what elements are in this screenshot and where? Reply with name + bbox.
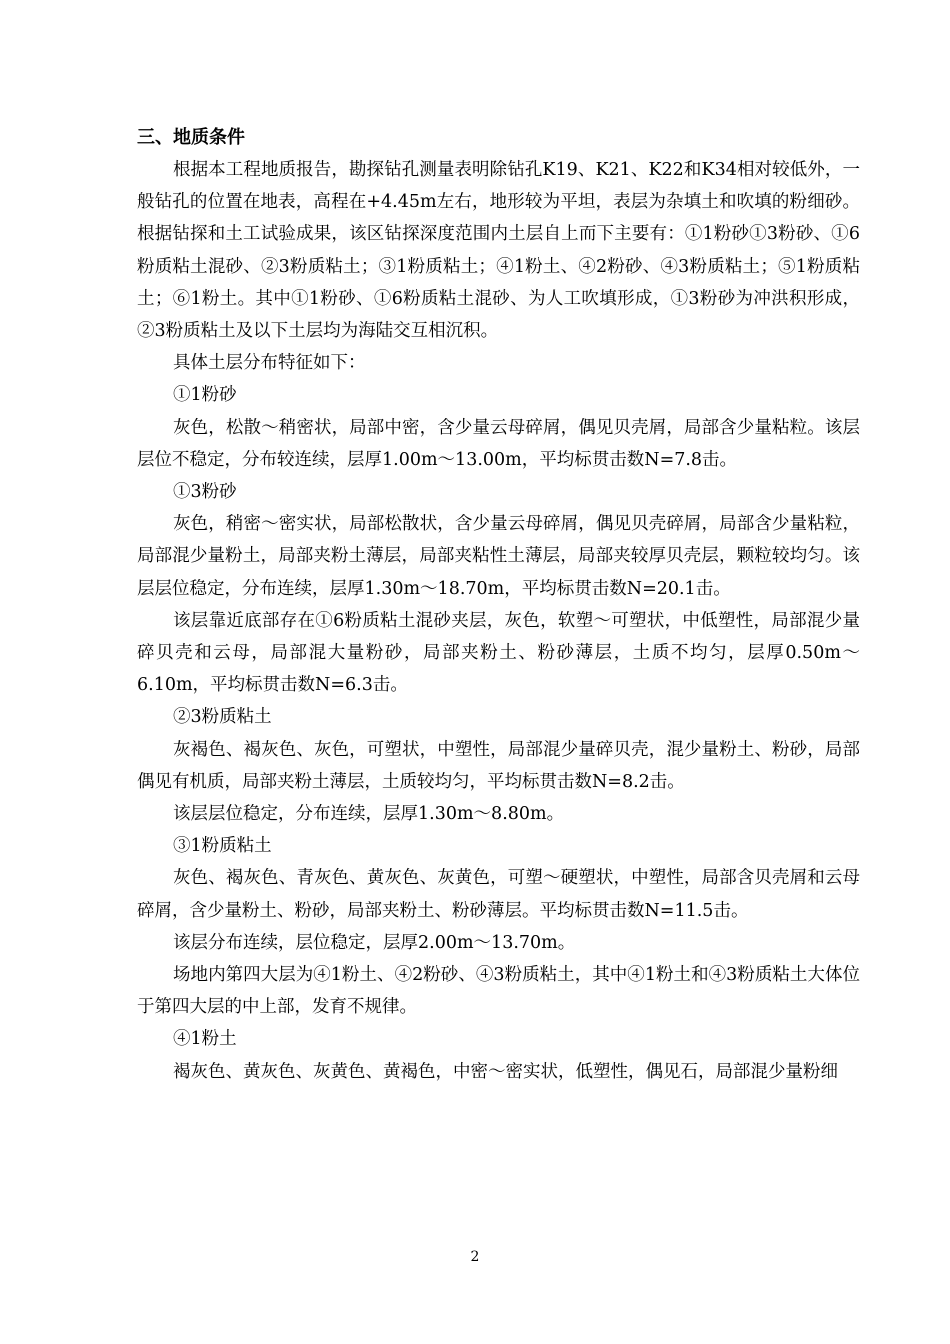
paragraph-layer-1-6: 该层靠近底部存在①6粉质粘土混砂夹层，灰色，软塑～可塑状，中低塑性，局部混少量碎贝壳和云母，局部混大量粉砂，局部夹粉土、粉砂薄层，土质不均匀，层厚0.50m～6.10m，平均标贯击数N=6.3击。 <box>137 610 860 696</box>
subheading-layer-1-3: ①3粉砂 <box>173 482 237 503</box>
subheading-layer-2-3: ②3粉质粘土 <box>173 707 272 728</box>
paragraph-layer-4-1: 褐灰色、黄灰色、灰黄色、黄褐色，中密～密实状，低塑性，偶见石，局部混少量粉细 <box>173 1061 838 1082</box>
paragraph-layer-2-3: 灰褐色、褐灰色、灰色，可塑状，中塑性，局部混少量碎贝壳，混少量粉土、粉砂，局部偶见有机质，局部夹粉土薄层，土质较均匀，平均标贯击数N=8.2击。 <box>137 739 860 792</box>
page-number: 2 <box>470 1249 480 1265</box>
paragraph-layer-2-3-thickness: 该层层位稳定，分布连续，层厚1.30m～8.80m。 <box>173 804 565 825</box>
paragraph-layer-3-1: 灰色、褐灰色、青灰色、黄灰色、灰黄色，可塑～硬塑状，中塑性，局部含贝壳屑和云母碎屑，含少量粉土、粉砂，局部夹粉土、粉砂薄层。平均标贯击数N=11.5击。 <box>137 868 860 921</box>
subheading-layer-4-1: ④1粉土 <box>173 1029 237 1050</box>
paragraph-layer-4-overview: 场地内第四大层为④1粉土、④2粉砂、④3粉质粘土，其中④1粉土和④3粉质粘土大体位于第四大层的中上部，发育不规律。 <box>137 965 860 1018</box>
paragraph-layer-1-1: 灰色，松散～稍密状，局部中密，含少量云母碎屑，偶见贝壳屑，局部含少量粘粒。该层层位不稳定，分布较连续，层厚1.00m～13.00m，平均标贯击数N=7.8击。 <box>137 417 860 470</box>
paragraph-layer-3-1-thickness: 该层分布连续，层位稳定，层厚2.00m～13.70m。 <box>173 932 576 953</box>
paragraph-layer-intro: 具体土层分布特征如下： <box>173 353 366 374</box>
paragraph-intro: 根据本工程地质报告，勘探钻孔测量表明除钻孔K19、K21、K22和K34相对较低外，一般钻孔的位置在地表，高程在+4.45m左右，地形较为平坦，表层为杂填土和吹填的粉细砂。根据钻探和土工试验成果，该区钻探深度范围内土层自上而下主要有：①1粉砂①3粉砂、①6粉质粘土混砂、②3粉质粘土；③1粉质粘土；④1粉土、④2粉砂、④3粉质粘土；⑤1粉质粘土；⑥1粉土。其中①1粉砂、①6粉质粘土混砂、为人工吹填形成，①3粉砂为冲洪积形成，②3粉质粘土及以下土层均为海陆交互相沉积。 <box>137 160 860 342</box>
subheading-layer-1-1: ①1粉砂 <box>173 385 237 406</box>
section-heading: 三、地质条件 <box>137 127 245 148</box>
paragraph-layer-1-3: 灰色，稍密～密实状，局部松散状，含少量云母碎屑，偶见贝壳碎屑，局部含少量粘粒，局部混少量粉土，局部夹粉土薄层，局部夹粘性土薄层，局部夹较厚贝壳层，颗粒较均匀。该层层位稳定，分布连续，层厚1.30m～18.70m，平均标贯击数N=20.1击。 <box>137 514 860 599</box>
subheading-layer-3-1: ③1粉质粘土 <box>173 836 272 857</box>
document-body <box>137 122 860 1088</box>
